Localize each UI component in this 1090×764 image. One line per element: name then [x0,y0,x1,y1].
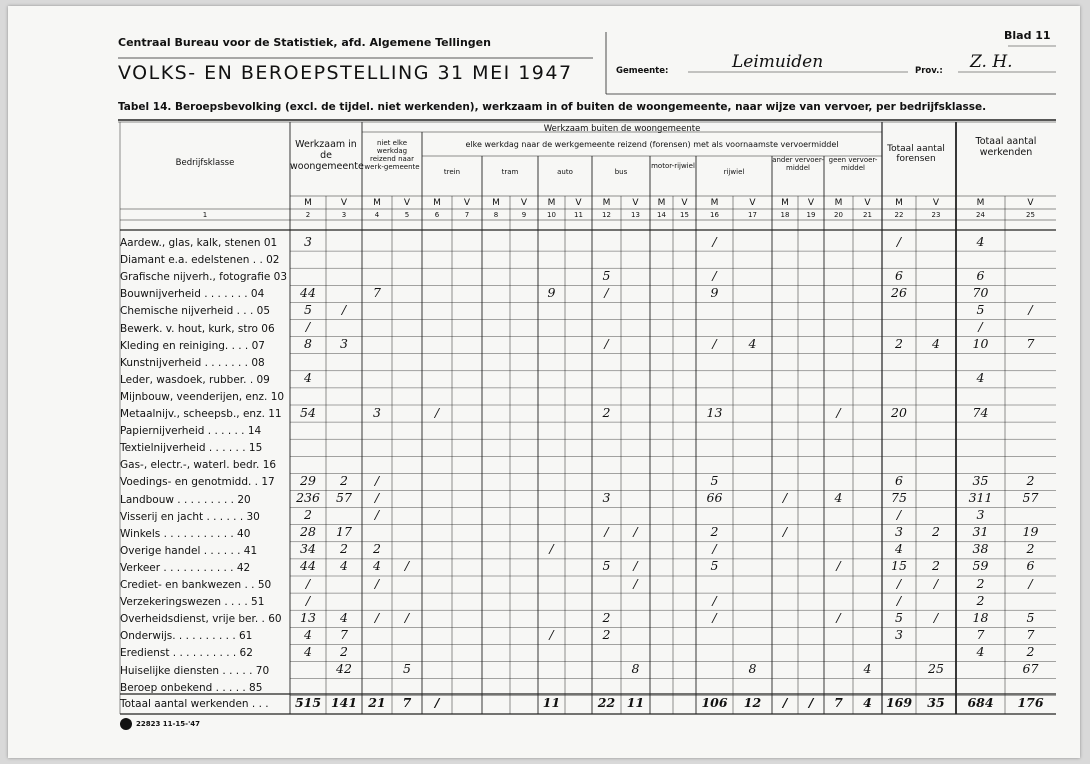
table-row-26-col-5: 5 [403,661,411,677]
total-row-col-3: 141 [330,695,358,710]
table-row-24-col-22: 3 [895,626,903,642]
column-number: 2 [305,211,311,219]
total-row-col-10: 11 [542,695,561,710]
table-row-22-col-22: / [896,592,902,608]
table-row-21-col-24: 2 [976,575,985,591]
table-row-label: Voedings- en genotmidd. . 17 [120,476,275,489]
table-row-7-col-12: / [604,336,609,352]
table-row-9-col-2: 4 [304,370,312,386]
table-row-25-col-2: 4 [304,643,312,659]
total-row-col-13: 11 [626,695,645,710]
table-row-label: Chemische nijverheid . . . 05 [120,305,271,318]
table-row-label: Kleding en reiniging. . . . 07 [120,339,265,352]
col-elke-werkdag-header: elke werkdag naar de werkgemeente reizend (forensen) met als voornaamste vervoermiddel [465,140,839,149]
table-row-23-col-4: / [374,609,380,625]
total-row-label: Totaal aantal werkenden . . . [120,698,269,710]
table-row-5-col-3: / [341,301,347,317]
table-row-7-col-16: / [712,336,717,352]
mv-label-v: V [575,198,582,208]
table-row-25-col-25: 2 [1026,643,1035,659]
mv-label-m: M [710,198,719,208]
table-row-label: Verzekeringswezen . . . . 51 [120,596,265,609]
table-row-19-col-4: 2 [373,541,381,557]
table-row-15-col-16: 5 [710,472,719,488]
col-bus-header: bus [614,168,628,176]
table-row-21-col-25: / [1028,575,1033,591]
table-row-label: Landbouw . . . . . . . . . 20 [120,493,251,506]
print-code: 22823 11-15-'47 [136,720,200,728]
table-row-19-col-25: 2 [1026,541,1035,557]
table-row-3-col-24: 6 [976,267,985,283]
gemeente-value: Leimuiden [732,52,824,72]
table-row-4-col-24: 70 [972,284,989,300]
table-row-21-col-4: / [374,575,380,591]
table-row-16-col-3: 57 [336,490,352,506]
mv-label-v: V [807,198,815,208]
table-row-label: Overige handel . . . . . . 41 [120,544,258,557]
province-value: Z. H. [970,52,1013,72]
table-row-label: Eredienst . . . . . . . . . . 62 [120,647,253,660]
table-row-6-col-24: / [978,319,983,335]
table-row-15-col-4: / [374,472,380,488]
table-row-25-col-3: 2 [340,643,348,659]
table-row-4-col-16: 9 [710,284,719,300]
col-werkzaam-buiten-header: Werkzaam buiten de woongemeente [543,124,701,134]
table-row-label: Verkeer . . . . . . . . . . . 42 [120,561,251,574]
column-number: 13 [631,211,640,219]
column-number: 24 [976,211,985,219]
table-row-15-col-2: 29 [300,472,316,488]
col-auto-header: auto [557,168,573,176]
table-row-1-col-2: 3 [304,233,312,249]
column-number: 8 [493,211,499,219]
table-row-23-col-24: 18 [972,609,989,625]
column-number: 5 [404,211,410,219]
mv-label-m: M [547,198,556,208]
table-row-18-col-12: / [604,524,609,540]
table-row-label: Gas-, electr.-, waterl. bedr. 16 [120,459,277,472]
table-row-1-col-24: 4 [976,233,985,249]
total-row-col-25: 176 [1017,695,1044,710]
org-name: Centraal Bureau voor de Statistiek, afd. Algemene Tellingen [118,36,491,49]
mv-label-v: V [520,198,528,208]
table-row-5-col-24: 5 [976,301,985,317]
table-row-17-col-2: 2 [304,507,312,523]
column-number: 21 [863,211,872,219]
table-row-19-col-2: 34 [300,541,316,557]
total-row-col-17: 12 [743,695,762,710]
column-number: 11 [574,211,583,219]
col-motorrijwiel-header: motor-rijwiel [651,162,695,170]
table-row-9-col-24: 4 [976,370,985,386]
table-row-7-col-17: 4 [748,336,757,352]
table-row-16-col-22: 75 [891,490,907,506]
table-row-18-col-22: 3 [895,524,903,540]
table-row-11-col-24: 74 [972,404,989,420]
table-title: Tabel 14. Beroepsbevolking (excl. de tijdel. niet werkenden), werkzaam in of buiten de woongemeente, naar wijze van vervoer, per bedrijfsklasse. [118,101,987,113]
table-row-6-col-2: / [305,319,311,335]
mv-label-v: V [340,198,348,208]
column-number: 9 [521,211,527,219]
mv-label-v: V [932,198,940,208]
table-row-19-col-22: 4 [895,541,903,557]
column-number: 23 [931,211,941,219]
mv-label-m: M [492,198,500,208]
table-row-7-col-3: 3 [340,336,348,352]
table-row-11-col-20: / [836,404,841,420]
census-form-sheet [8,6,1080,758]
table-row-20-col-5: / [404,558,410,574]
table-row-4-col-12: / [604,284,609,300]
table-row-19-col-3: 2 [340,541,348,557]
table-row-7-col-24: 10 [972,336,989,352]
table-row-18-col-25: 19 [1022,524,1039,540]
total-row-col-16: 106 [701,695,728,710]
table-row-23-col-16: / [712,609,717,625]
col-geen-vervoermiddel-header: geen vervoer-middel [828,156,878,172]
table-row-23-col-5: / [404,609,410,625]
total-row-col-2: 515 [294,695,322,710]
form-title: VOLKS- EN BEROEPSTELLING 31 MEI 1947 [118,62,573,84]
table-row-16-col-18: / [782,490,788,506]
table-row-18-col-23: 2 [932,524,940,540]
table-row-5-col-2: 5 [304,301,312,317]
table-row-25-col-24: 4 [976,643,985,659]
table-row-15-col-25: 2 [1026,472,1035,488]
table-row-26-col-25: 67 [1022,661,1039,677]
table-row-label: Bouwnijverheid . . . . . . . 04 [120,288,265,301]
table-row-26-col-17: 8 [748,661,757,677]
table-row-19-col-10: / [549,541,554,557]
table-row-24-col-25: 7 [1026,626,1035,642]
col-bedrijfsklasse-header: Bedrijfsklasse [175,158,235,168]
col-totaal-forensen-header: Totaal aantal forensen [887,144,945,164]
table-row-11-col-16: 13 [706,404,723,420]
table-row-23-col-23: / [933,609,939,625]
table-row-4-col-10: 9 [547,284,556,300]
table-row-23-col-22: 5 [895,609,903,625]
table-row-20-col-12: 5 [602,558,611,574]
table-row-20-col-2: 44 [300,558,316,574]
table-row-label: Beroep onbekend . . . . . 85 [120,681,263,694]
table-row-1-col-16: / [712,233,717,249]
column-number: 18 [780,211,790,219]
table-row-4-col-22: 26 [891,284,907,300]
table-row-24-col-12: 2 [602,626,611,642]
table-row-3-col-22: 6 [895,267,903,283]
table-row-17-col-24: 3 [976,507,985,523]
table-row-label: Grafische nijverh., fotografie 03 [120,271,288,284]
table-row-20-col-23: 2 [932,558,940,574]
table-row-7-col-22: 2 [895,336,903,352]
table-row-4-col-2: 44 [300,284,316,300]
table-row-label: Huiselijke diensten . . . . . 70 [120,664,270,677]
table-row-18-col-24: 31 [972,524,989,540]
table-row-23-col-20: / [836,609,841,625]
table-row-16-col-16: 66 [706,490,723,506]
table-row-11-col-6: / [434,404,440,420]
table-row-11-col-22: 20 [891,404,907,420]
total-row-col-12: 22 [597,695,616,710]
table-row-15-col-3: 2 [340,472,348,488]
table-row-label: Mijnbouw, veenderijen, enz. 10 [120,390,285,403]
table-row-7-col-25: 7 [1026,336,1035,352]
table-row-22-col-2: / [305,592,311,608]
total-row-col-23: 35 [927,695,945,710]
total-row-col-24: 684 [967,695,994,710]
table-row-label: Visserij en jacht . . . . . . 30 [120,510,260,523]
table-row-17-col-22: / [896,507,902,523]
table-row-label: Winkels . . . . . . . . . . . 40 [120,527,251,540]
sheet-number: Blad 11 [1004,29,1051,42]
mv-label-v: V [749,198,756,208]
col-werkzaam-in-header: Werkzaam in de woongemeente [290,139,364,172]
table-row-20-col-13: / [633,558,638,574]
table-row-label: Onderwijs. . . . . . . . . . 61 [120,630,253,643]
column-number: 6 [434,211,440,219]
mv-label-m: M [602,198,611,208]
table-row-24-col-10: / [549,626,554,642]
mv-label-v: V [681,198,688,208]
table-row-15-col-24: 35 [972,472,989,488]
mv-label-m: M [373,198,381,208]
column-number: 15 [680,211,689,219]
total-row-col-21: 4 [863,695,872,710]
table-row-18-col-13: / [633,524,638,540]
table-row-label: Papiernijverheid . . . . . . 14 [120,425,262,438]
table-row-23-col-25: 5 [1026,609,1035,625]
mv-label-m: M [433,198,441,208]
table-row-label: Overheidsdienst, vrije ber. . 60 [120,613,282,626]
col-ander-vervoermiddel-header: ander vervoer-middel [772,156,824,172]
table-row-20-col-22: 15 [891,558,907,574]
table-row-16-col-25: 57 [1022,490,1039,506]
table-row-20-col-25: 6 [1026,558,1035,574]
table-row-23-col-12: 2 [602,609,611,625]
table-row-label: Textielnijverheid . . . . . . 15 [120,442,263,455]
table-row-20-col-16: 5 [710,558,719,574]
mv-label-v: V [463,198,471,208]
table-row-20-col-24: 59 [972,558,989,574]
table-row-19-col-24: 38 [972,541,989,557]
table-row-11-col-4: 3 [373,404,381,420]
table-row-26-col-21: 4 [863,661,872,677]
table-row-22-col-24: 2 [976,592,985,608]
table-row-18-col-16: 2 [710,524,719,540]
column-number: 19 [806,211,816,219]
table-row-24-col-24: 7 [976,626,985,642]
column-number: 7 [464,211,470,219]
mv-label-v: V [1027,198,1034,208]
table-row-26-col-3: 42 [336,661,352,677]
table-row-20-col-3: 4 [340,558,348,574]
table-row-19-col-16: / [712,541,717,557]
table-row-23-col-3: 4 [340,609,348,625]
column-number: 12 [602,211,611,219]
column-number: 22 [894,211,904,219]
table-row-21-col-13: / [633,575,638,591]
table-row-label: Bewerk. v. hout, kurk, stro 06 [120,322,275,335]
col-niet-elke-header: niet elke werkdag reizend naar werk-gemeente [364,139,420,171]
table-row-label: Kunstnijverheid . . . . . . . 08 [120,356,265,369]
mv-label-v: V [403,198,411,208]
table-row-7-col-2: 8 [304,336,312,352]
mv-label-v: V [864,198,871,208]
table-row-16-col-24: 311 [968,490,993,506]
total-row-col-6: / [434,695,440,710]
table-row-26-col-23: 25 [928,661,944,677]
province-label: Prov.: [915,66,943,76]
mv-label-m: M [304,198,312,208]
table-row-18-col-2: 28 [300,524,316,540]
table-row-16-col-12: 3 [602,490,611,506]
column-number: 16 [710,211,719,219]
table-row-label: Metaalnijv., scheepsb., enz. 11 [120,408,282,420]
col-trein-header: trein [443,168,461,176]
table-row-11-col-12: 2 [602,404,611,420]
table-row-21-col-22: / [896,575,902,591]
table-row-20-col-20: / [836,558,841,574]
table-row-label: Crediet- en bankwezen . . 50 [120,579,272,591]
table-row-5-col-25: / [1028,301,1033,317]
table-row-label: Leder, wasdoek, rubber. . 09 [120,373,270,386]
table-row-1-col-22: / [896,233,902,249]
total-row-col-22: 169 [885,695,913,710]
mv-label-m: M [781,198,789,208]
mv-label-m: M [895,198,903,208]
column-number: 4 [374,211,380,219]
col-totaal-werkenden-header: Totaal aantal werkenden [975,136,1037,158]
table-row-20-col-4: 4 [373,558,381,574]
column-number: 14 [657,211,666,219]
column-number: 17 [748,211,757,219]
table-row-3-col-16: / [712,267,717,283]
table-row-11-col-2: 54 [300,404,316,420]
table-row-18-col-18: / [782,524,788,540]
column-number: 25 [1026,211,1035,219]
table-row-16-col-20: 4 [834,490,843,506]
total-row-col-5: 7 [402,695,412,710]
column-number: 20 [834,211,843,219]
table-row-22-col-16: / [712,592,717,608]
footer-stamp [120,718,200,730]
mv-label-m: M [657,198,666,208]
table-row-label: Diamant e.a. edelstenen . . 02 [120,254,280,267]
table-row-3-col-12: 5 [602,267,611,283]
table-row-21-col-2: / [305,575,311,591]
table-row-16-col-4: / [374,490,380,506]
total-row-col-18: / [782,695,788,710]
table-row-15-col-22: 6 [895,472,903,488]
table-row-26-col-13: 8 [631,661,640,677]
gemeente-label: Gemeente: [616,66,669,76]
printer-mark-icon [120,718,132,730]
mv-label-v: V [632,198,639,208]
column-number: 10 [547,211,556,219]
table-row-16-col-2: 236 [296,490,320,506]
table-row-18-col-3: 17 [336,524,352,540]
table-row-17-col-4: / [374,507,380,523]
table-row-7-col-23: 4 [932,336,940,352]
total-row-col-4: 21 [368,695,386,710]
mv-label-m: M [834,198,843,208]
column-number: 1 [202,211,208,219]
total-row-col-20: 7 [834,695,843,710]
col-tram-header: tram [501,168,519,176]
column-number: 3 [341,211,347,219]
table-row-4-col-4: 7 [373,284,381,300]
table-row-label: Aardew., glas, kalk, stenen 01 [120,237,278,249]
table-row-23-col-2: 13 [300,609,316,625]
table-row-24-col-2: 4 [304,626,312,642]
col-rijwiel-header: rijwiel [723,168,745,176]
mv-label-m: M [976,198,985,208]
total-row-col-19: / [808,695,814,710]
table-row-21-col-23: / [933,575,939,591]
table-row-24-col-3: 7 [340,626,348,642]
